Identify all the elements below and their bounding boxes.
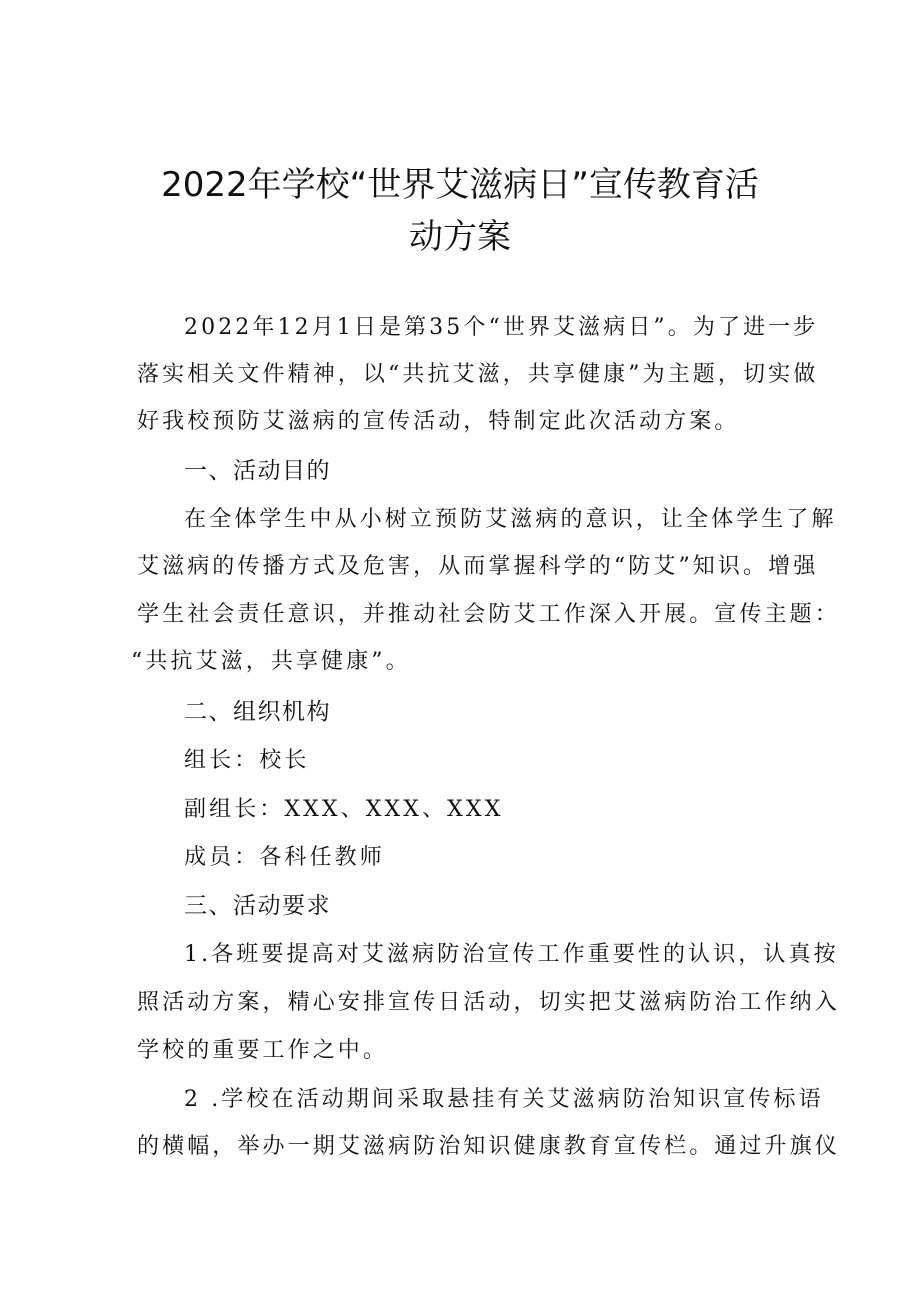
section-3-heading: 三、活动要求 (184, 893, 331, 919)
section-1-line-4: “共抗艾滋，共享健康”。 (131, 649, 411, 674)
requirement-2-line-2: 的横幅，举办一期艾滋病防治知识健康教育宣传栏。通过升旗仪 (137, 1134, 840, 1159)
requirement-1-line-2: 照活动方案，精心安排宣传日活动，切实把艾滋病防治工作纳入 (137, 990, 840, 1015)
section-1-line-3: 学生社会责任意识，并推动社会防艾工作深入开展。宣传主题： (137, 602, 840, 627)
section-1-line-2: 艾滋病的传播方式及危害，从而掌握科学的“防艾”知识。增强 (137, 554, 819, 579)
document-title-line-2: 动方案 (409, 217, 511, 257)
intro-line-2: 落实相关文件精神，以“共抗艾滋，共享健康”为主题，切实做 (137, 362, 819, 387)
org-members: 成员：各科任教师 (184, 845, 385, 870)
requirement-1-line-3: 学校的重要工作之中。 (137, 1038, 389, 1063)
requirement-2-line-1: 2 .学校在活动期间采取悬挂有关艾滋病防治知识宣传标语 (184, 1087, 824, 1112)
org-vice-leader: 副组长：XXX、XXX、XXX (184, 797, 504, 822)
document-title-line-1: 2022年学校“世界艾滋病日”宣传教育活 (161, 165, 759, 205)
intro-line-1: 2022年12月1日是第35个“世界艾滋病日”。为了进一步 (184, 315, 819, 340)
org-leader: 组长：校长 (184, 748, 310, 773)
section-1-heading: 一、活动目的 (184, 458, 331, 484)
intro-line-3: 好我校预防艾滋病的宣传活动，特制定此次活动方案。 (137, 409, 740, 434)
section-2-heading: 二、组织机构 (184, 699, 331, 725)
section-1-line-1: 在全体学生中从小树立预防艾滋病的意识，让全体学生了解 (184, 507, 837, 532)
requirement-1-line-1: 1.各班要提高对艾滋病防治宣传工作重要性的认识，认真按 (184, 942, 839, 967)
